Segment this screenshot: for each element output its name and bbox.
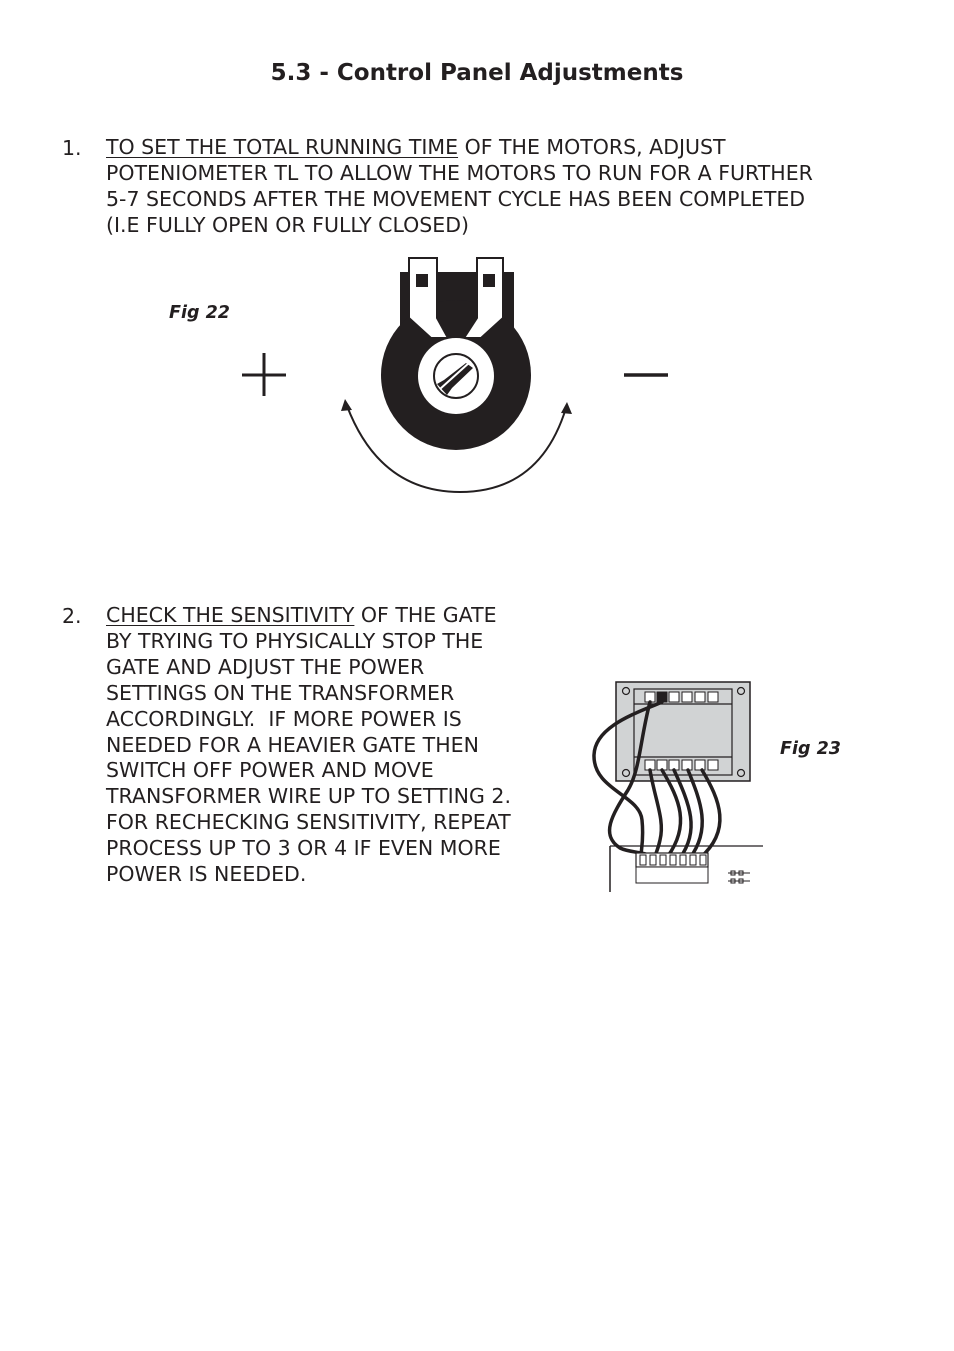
step-2-line-8: TRANSFORMER WIRE UP TO SETTING 2. bbox=[106, 784, 511, 809]
step-2-line-11: POWER IS NEEDED. bbox=[106, 862, 307, 887]
step-2-line-2: BY TRYING TO PHYSICALLY STOP THE bbox=[106, 628, 484, 653]
step-1-line-1-rest: OF THE MOTORS, ADJUST bbox=[458, 135, 726, 159]
step-2-line-7: SWITCH OFF POWER AND MOVE bbox=[106, 758, 434, 783]
step-2-line-5: ACCORDINGLY. IF MORE POWER IS bbox=[106, 706, 462, 731]
step-1-underlined: TO SET THE TOTAL RUNNING TIME bbox=[106, 135, 459, 159]
step-2-line-4: SETTINGS ON THE TRANSFORMER bbox=[106, 680, 455, 705]
step-2-number: 2. bbox=[62, 604, 82, 628]
fig-22-label: Fig 22 bbox=[169, 303, 230, 323]
step-2-line-3: GATE AND ADJUST THE POWER bbox=[106, 654, 425, 679]
step-1-line-2: POTENIOMETER TL TO ALLOW THE MOTORS TO RUN FOR A FURTHER bbox=[106, 160, 813, 185]
step-1-number: 1. bbox=[62, 136, 82, 160]
step-2-line-6: NEEDED FOR A HEAVIER GATE THEN bbox=[106, 732, 479, 757]
step-2-line-10: PROCESS UP TO 3 OR 4 IF EVEN MORE bbox=[106, 836, 501, 861]
step-2-line-1-rest: OF THE GATE bbox=[354, 603, 497, 627]
step-1-line-3: 5-7 SECONDS AFTER THE MOVEMENT CYCLE HAS BEEN COMPLETED bbox=[106, 186, 806, 211]
step-1-line-4: (I.E FULLY OPEN OR FULLY CLOSED) bbox=[106, 212, 470, 237]
fig-23-label: Fig 23 bbox=[780, 739, 841, 759]
step-2-underlined: CHECK THE SENSITIVITY bbox=[106, 603, 355, 627]
step-2-line-9: FOR RECHECKING SENSITIVITY, REPEAT bbox=[106, 810, 511, 835]
page-title: 5.3 - Control Panel Adjustments bbox=[270, 60, 684, 86]
